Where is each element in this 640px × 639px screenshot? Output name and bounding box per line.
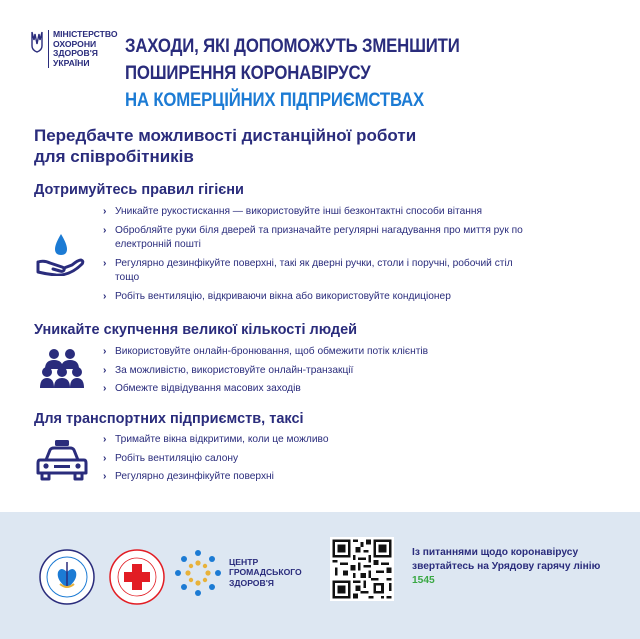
title-line-1: ЗАХОДИ, ЯКІ ДОПОМОЖУТЬ ЗМЕНШИТИ (125, 35, 460, 57)
hotline-line-2: звертайтесь на Урядову гарячу лінію (412, 561, 601, 572)
transport-section-title: Для транспортних підприємств, таксі (34, 411, 304, 427)
subhead-line-2: для співробітників (34, 147, 194, 166)
list-item: › Використовуйте онлайн-бронювання, щоб обмежити потік клієнтів (103, 345, 533, 360)
transport-list (103, 433, 533, 485)
title-line-3: НА КОМЕРЦІЙНИХ ПІДПРИЄМСТВАХ (125, 89, 425, 111)
hand-wash-icon (36, 232, 86, 276)
subhead-line-1: Передбачте можливості дистанційної роботи (34, 126, 417, 145)
public-health-center-name (229, 557, 302, 588)
trident-icon (30, 30, 44, 54)
hygiene-list (103, 205, 533, 304)
crowds-list (103, 345, 533, 397)
ministry-line: ОХОРОНИ (53, 38, 97, 49)
ministry-name (48, 29, 118, 68)
list-item: › Тримайте вікна відкритими, коли це можливо (103, 433, 533, 448)
list-item: › За можливістю, використовуйте онлайн-транзакції (103, 364, 533, 379)
org-line: ГРОМАДСЬКОГО (229, 567, 302, 578)
hotline-info (412, 546, 600, 588)
ministry-line: УКРАЇНИ (53, 57, 90, 68)
list-item: › Робіть вентиляцію салону (103, 452, 533, 467)
hotline-number[interactable]: 1545 (412, 575, 435, 586)
taxi-icon (36, 438, 88, 482)
list-item: › Обробляйте руки біля дверей та призначайте регулярні нагадування про миття рук по електронній пошті (103, 224, 533, 253)
remote-work-heading (34, 125, 416, 167)
list-item: › Регулярно дезинфікуйте поверхні, такі як дверні ручки, столи і поручні, робочий стіл тощо (103, 257, 533, 286)
org-line: ЗДОРОВ'Я (229, 577, 274, 588)
hygiene-section-title: Дотримуйтесь правил гігієни (34, 182, 244, 198)
org-line: ЦЕНТР (229, 557, 259, 567)
red-cross-logo (108, 548, 166, 606)
ministry-line: МІНІСТЕРСТВО (53, 29, 118, 39)
list-item: › Обмежте відвідування масових заходів (103, 382, 533, 397)
qr-code[interactable] (330, 537, 394, 601)
hotline-line-1: Із питаннями щодо коронавірусу (412, 547, 579, 558)
list-item: › Робіть вентиляцію, відкриваючи вікна або використовуйте кондиціонер (103, 290, 533, 305)
ministry-line: ЗДОРОВ'Я (53, 48, 98, 59)
list-item: › Уникайте рукостискання — використовуйте інші безконтактні способи вітання (103, 205, 533, 220)
list-item: › Регулярно дезинфікуйте поверхні (103, 470, 533, 485)
medical-emblem-logo (38, 548, 96, 606)
ministry-logo (30, 29, 118, 68)
page-title (125, 33, 625, 114)
crowds-section-title: Уникайте скупчення великої кількості людей (34, 322, 358, 338)
title-line-2: ПОШИРЕННЯ КОРОНАВІРУСУ (125, 62, 371, 84)
public-health-center-icon (174, 549, 222, 597)
crowd-icon (40, 347, 84, 391)
